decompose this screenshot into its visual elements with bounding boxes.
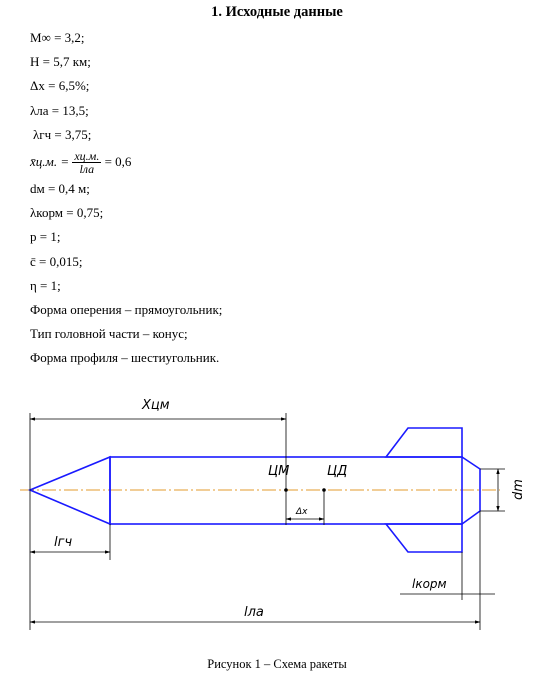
param-height: Н = 5,7 км; [30, 54, 91, 70]
label-lgch: lгч [54, 535, 73, 550]
dimension-lines [30, 413, 505, 630]
param-profile-shape: Форма профиля – шестиугольник. [30, 350, 220, 366]
upper-fin [386, 428, 462, 457]
param-nose-type: Тип головной части – конус; [30, 326, 188, 342]
label-xcm: Хцм [142, 398, 170, 413]
label-dx: Δх [296, 507, 308, 517]
param-dx: Δх = 6,5%; [30, 78, 90, 94]
cm-point [284, 488, 288, 492]
param-lambda-la: λла = 13,5; [30, 102, 89, 118]
lower-fin [386, 524, 462, 552]
param-c: c̄ = 0,015; [30, 253, 83, 269]
param-lambda-korm: λкорм = 0,75; [30, 205, 104, 221]
param-fin-shape: Форма оперения – прямоугольник; [30, 301, 223, 317]
xcm-fraction [72, 150, 101, 175]
xcm-rhs: = 0,6 [101, 153, 132, 169]
xcm-denominator: lла [79, 162, 95, 177]
figure-caption: Рисунок 1 – Схема ракеты [207, 657, 347, 671]
rocket-scheme [0, 385, 554, 655]
label-cd: ЦД [327, 464, 348, 479]
label-lkorm: lкорм [412, 577, 447, 591]
label-dm: dm [511, 479, 526, 500]
param-mach: M∞ = 3,2; [30, 30, 85, 45]
xcm-numerator: xц.м. [74, 149, 100, 164]
xcm-lhs: x̄ц.м. = [30, 153, 70, 169]
param-lambda-gch: λгч = 3,75; [33, 126, 92, 142]
cd-point [322, 488, 326, 492]
param-p: p = 1; [30, 229, 61, 245]
label-lla: lла [244, 605, 264, 620]
label-cm: ЦМ [268, 464, 290, 479]
section-heading: 1. Исходные данные [211, 4, 343, 20]
param-dm: dм = 0,4 м; [30, 180, 90, 196]
param-eta: η = 1; [30, 277, 61, 293]
param-xcm [30, 147, 222, 177]
parameters-list [30, 26, 222, 370]
